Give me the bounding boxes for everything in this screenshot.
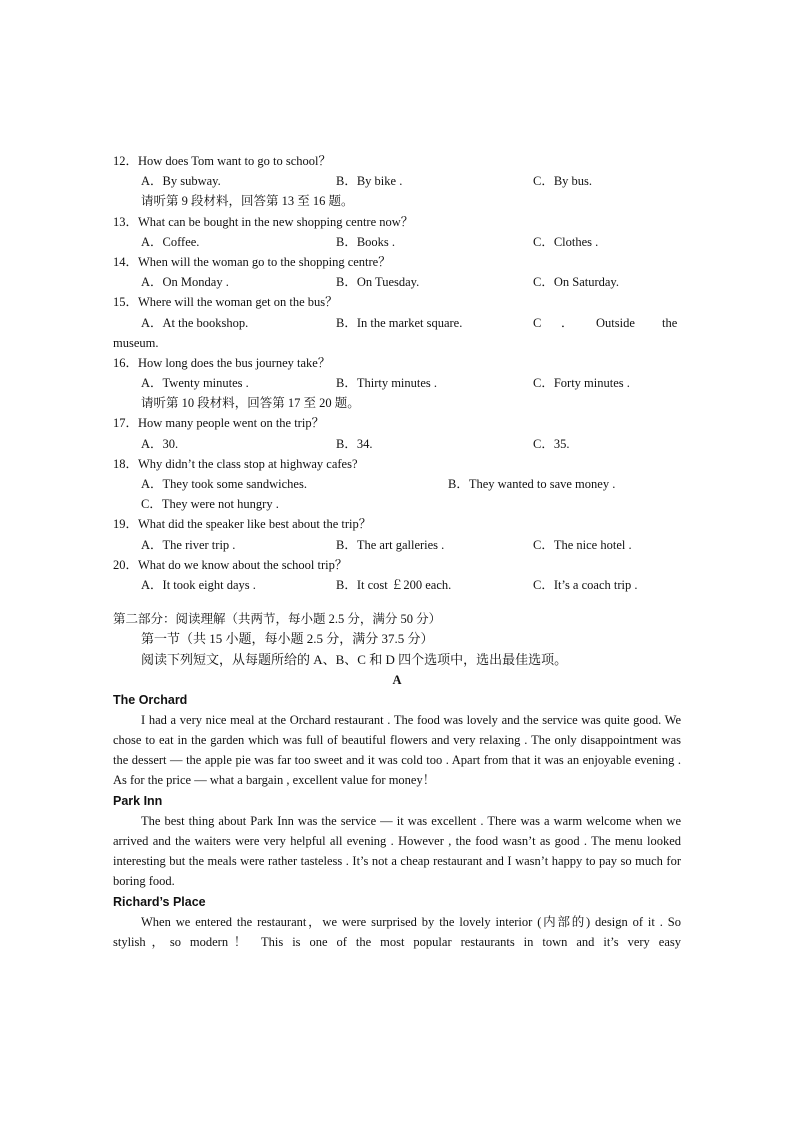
listening-instruction: 请听第 10 段材料，回答第 17 至 20 题。 <box>141 396 360 411</box>
question-12: 12．How does Tom want to go to school？ <box>113 154 331 168</box>
part-2-title: 第二部分：阅读理解（共两节，每小题 2.5 分，满分 50 分） <box>113 612 442 627</box>
option-b[interactable]: B．By bike . <box>336 174 403 189</box>
options-14 <box>113 272 681 292</box>
option-c-word-2: the <box>662 315 678 330</box>
option-c-letter[interactable]: C <box>533 315 542 330</box>
option-c-dot: ． <box>561 315 574 330</box>
options-19 <box>113 535 681 555</box>
question-16: 16．How long does the bus journey take？ <box>113 355 331 370</box>
spacer <box>113 595 681 609</box>
question-19: 19．What did the speaker like best about the trip？ <box>113 517 372 532</box>
options-15 <box>113 313 681 333</box>
options-17 <box>113 434 681 454</box>
options-20 <box>113 575 681 595</box>
options-13 <box>113 232 681 252</box>
passage-text-orchard: I had a very nice meal at the Orchard restaurant . The food was lovely and the service was quite good. We chose to eat in the garden which was full of beautiful flowers and very relaxing . The only disappointment was the dessert — the apple pie was far too sweet and it was cold too . Apart from that it was an enjoyable evening . As for the price — what a bargain , excellent value for money！ <box>113 712 681 788</box>
options-18-c <box>113 494 681 514</box>
option-c-word-1: Outside <box>596 315 635 330</box>
question-15: 15．Where will the woman get on the bus？ <box>113 295 338 310</box>
question-17: 17．How many people went on the trip？ <box>113 416 325 431</box>
question-18: 18．Why didn’t the class stop at highway cafes? <box>113 456 358 471</box>
option-b[interactable]: B．Thirty minutes . <box>336 376 438 391</box>
option-b[interactable]: B．They wanted to save money . <box>448 477 616 491</box>
question-14: 14．When will the woman go to the shopping centre？ <box>113 254 391 269</box>
option-b[interactable]: B．In the market square. <box>336 315 463 330</box>
option-c[interactable]: C．It’s a coach trip . <box>533 577 638 592</box>
listening-instruction: 请听第 9 段材料，回答第 13 至 16 题。 <box>141 194 354 209</box>
option-c-continued: museum. <box>113 335 159 350</box>
question-13: 13．What can be bought in the new shopping centre now？ <box>113 214 414 229</box>
option-c[interactable]: C．Forty minutes . <box>533 376 630 391</box>
passage-text-park-inn: The best thing about Park Inn was the service — it was excellent . There was a warm welcome when we arrived and the waiters were very helpful all evening . However , the food wasn’t as good . The menu looked interesting but the meals were rather tasteless . It’s not a cheap restaurant and I wasn’t happy to pay so much for boring food. <box>113 813 681 889</box>
option-b[interactable]: B．The art galleries . <box>336 537 445 552</box>
option-c[interactable]: C．The nice hotel . <box>533 537 632 552</box>
section-1-title: 第一节（共 15 小题，每小题 2.5 分，满分 37.5 分） <box>141 631 434 647</box>
option-b[interactable]: B．It cost ￡200 each. <box>336 577 452 592</box>
option-a[interactable]: A．It took eight days . <box>141 577 256 592</box>
option-a[interactable]: A．At the bookshop. <box>141 315 249 330</box>
passage-heading-orchard: The Orchard <box>113 692 188 707</box>
option-c[interactable]: C．35. <box>533 436 570 451</box>
exam-page <box>113 151 681 952</box>
option-a[interactable]: A．On Monday . <box>141 275 229 290</box>
passage-letter: A <box>392 672 402 687</box>
option-a[interactable]: A．The river trip . <box>141 537 236 552</box>
option-b[interactable]: B．34. <box>336 436 373 451</box>
option-b[interactable]: B．On Tuesday. <box>336 275 420 290</box>
option-c[interactable]: C．By bus. <box>533 174 593 189</box>
option-a[interactable]: A．They took some sandwiches. <box>141 477 307 491</box>
options-12 <box>113 171 681 191</box>
option-a[interactable]: A．Coffee. <box>141 234 200 249</box>
options-16 <box>113 373 681 393</box>
passage-heading-park-inn: Park Inn <box>113 793 163 808</box>
question-20: 20．What do we know about the school trip？ <box>113 557 348 572</box>
reading-instruction: 阅读下列短文，从每题所给的 A、B、C 和 D 四个选项中，选出最佳选项。 <box>141 651 568 667</box>
option-c[interactable]: C．They were not hungry . <box>141 497 279 512</box>
passage-heading-richards-place: Richard’s Place <box>113 894 206 909</box>
option-c[interactable]: C．On Saturday. <box>533 275 619 290</box>
options-18-ab <box>113 474 681 494</box>
option-b[interactable]: B．Books . <box>336 234 396 249</box>
passage-text-richards-place: When we entered the restaurant，we were surprised by the lovely interior (内部的) design of it . So stylish，so modern！ This is one of the most popular restaurants in town and it’s very easy <box>113 914 681 949</box>
option-c[interactable]: C．Clothes . <box>533 234 599 249</box>
option-a[interactable]: A．Twenty minutes . <box>141 376 249 391</box>
option-a[interactable]: A．30. <box>141 436 179 451</box>
option-a[interactable]: A．By subway. <box>141 174 221 189</box>
